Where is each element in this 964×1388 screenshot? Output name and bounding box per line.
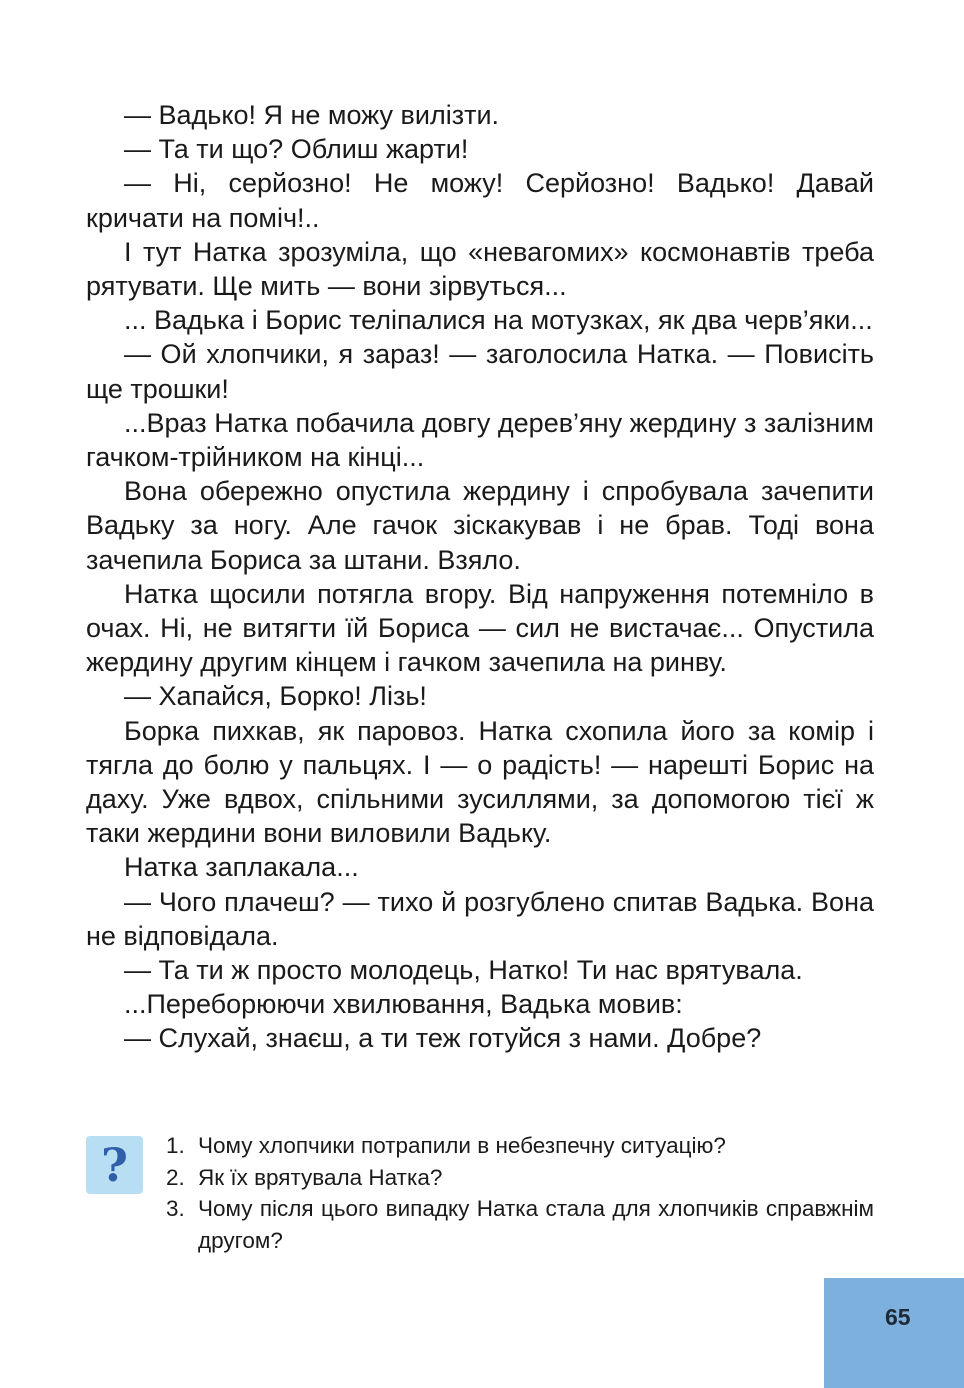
question-number: 2.	[166, 1164, 185, 1190]
page-number: 65	[885, 1304, 911, 1330]
question-text: Чому хлопчики потрапили в небезпечну ситуацію?	[198, 1133, 726, 1158]
question-list	[166, 1130, 874, 1256]
question-text: Як їх врятувала Натка?	[198, 1164, 443, 1190]
paragraph: — Хапайся, Борко! Лізь!	[124, 681, 427, 712]
paragraph: Вона обережно опустила жердину і спробувала зачепити Вадьку за ногу. Але гачок зіскакував і не брав. Тоді вона зачепила Бориса за штани. Взяло.	[86, 476, 874, 575]
question-item	[166, 1193, 874, 1256]
question-mark-icon: ?	[86, 1136, 143, 1194]
question-item	[166, 1162, 874, 1194]
question-item	[166, 1130, 874, 1162]
story-text	[86, 98, 874, 1056]
paragraph: — Ні, серйозно! Не можу! Серйозно! Вадько! Давай кричати на поміч!..	[86, 168, 874, 233]
paragraph: ... Вадька і Борис теліпалися на мотузках, як два черв’яки...	[124, 305, 873, 336]
paragraph: І тут Натка зрозуміла, що «невагомих» космонавтів треба рятувати. Ще мить — вони зірвуться...	[86, 236, 874, 302]
page-number-tab	[824, 1278, 964, 1388]
paragraph: — Ой хлопчики, я зараз! — заголосила Натка. — Повисіть ще трошки!	[86, 339, 874, 404]
paragraph: Натка заплакала...	[124, 852, 359, 883]
question-number: 3.	[166, 1196, 185, 1221]
paragraph: — Слухай, знаєш, а ти теж готуйся з нами. Добре?	[124, 1023, 762, 1054]
paragraph: — Чого плачеш? — тихо й розгублено спитав Вадька. Вона не відповідала.	[86, 886, 874, 951]
paragraph: ...Переборюючи хвилювання, Вадька мовив:	[124, 989, 683, 1020]
paragraph: ...Враз Натка побачила довгу дерев’яну жердину з залізним гачком-трійником на кінці...	[86, 407, 874, 473]
question-text: Чому після цього випадку Натка стала для хлопчиків справжнім другом?	[198, 1196, 874, 1253]
question-number: 1.	[166, 1133, 185, 1158]
paragraph: — Вадько! Я не можу вилізти.	[124, 100, 500, 130]
paragraph: Борка пихкав, як паровоз. Натка схопила його за комір і тягла до болю у пальцях. І — о радість! — нарешті Борис на даху. Уже вдвох, спільними зусиллями, за допомогою тієї ж таки жердини вони виловили Вадьку.	[86, 715, 874, 849]
paragraph: — Та ти що? Облиш жарти!	[124, 134, 469, 165]
paragraph: Натка щосили потягла вгору. Від напруження потемніло в очах. Ні, не витягти їй Бориса — сил не вистачає... Опустила жердину другим кінцем і гачком зачепила на ринву.	[86, 578, 874, 678]
paragraph: — Та ти ж просто молодець, Натко! Ти нас врятувала.	[124, 955, 803, 986]
